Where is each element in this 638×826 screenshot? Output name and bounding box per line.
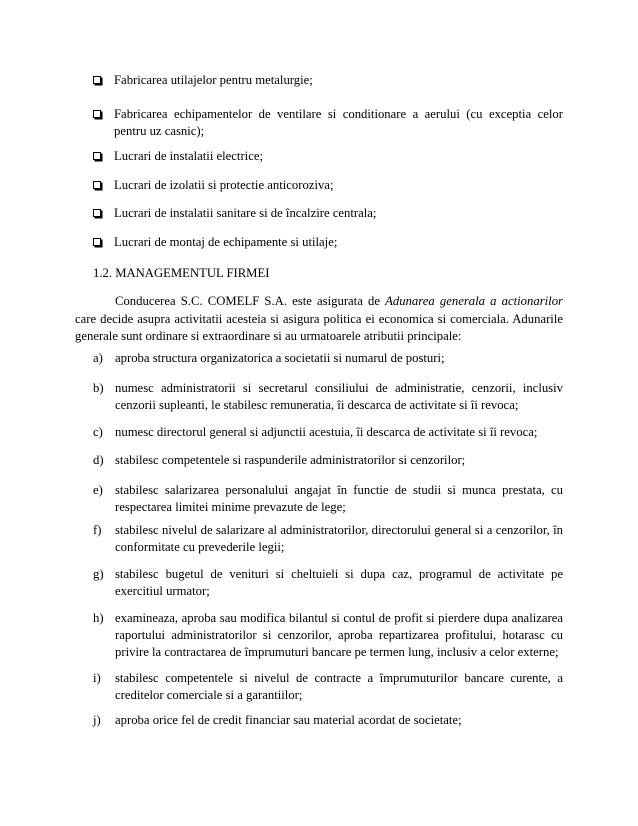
list-item xyxy=(93,380,563,414)
list-item xyxy=(93,72,563,89)
list-item xyxy=(93,452,563,469)
intro-paragraph xyxy=(75,293,563,346)
list-item xyxy=(93,522,563,556)
list-item xyxy=(93,205,563,222)
list-item xyxy=(93,106,563,140)
list-item-text: stabilesc nivelul de salarizare al administratorilor, directorului general si a cenzorilor, în conformitate cu prevederile legii; xyxy=(115,523,563,554)
section-heading: 1.2. MANAGEMENTUL FIRMEI xyxy=(93,266,270,280)
list-item-text: stabilesc salarizarea personalului angajat în functie de studii si munca prestata, cu respectarea limitei minime prevazute de lege; xyxy=(115,483,563,514)
intro-emphasis: Adunarea generala a actionarilor xyxy=(385,294,563,308)
list-item xyxy=(93,424,563,441)
list-item-text: Lucrari de montaj de echipamente si utilaje; xyxy=(114,235,338,249)
list-item-text: stabilesc competentele si raspunderile administratorilor si cenzorilor; xyxy=(115,453,466,467)
list-item xyxy=(93,148,563,165)
list-item-text: numesc administratorii si secretarul consiliului de administratie, cenzorii, inclusiv cenzorii supleanti, le stabilesc remuneratia, îi descarca de activitate si îi revoca; xyxy=(115,381,563,412)
square-bullet-icon xyxy=(93,238,101,246)
list-item xyxy=(93,234,563,251)
list-item-text: Lucrari de instalatii electrice; xyxy=(114,149,263,163)
square-bullet-icon xyxy=(93,76,101,84)
square-bullet-icon xyxy=(93,110,101,118)
list-item-text: examineaza, aproba sau modifica bilantul si contul de profit si pierdere dupa analizarea raportului administratorilor si cenzorilor, aproba repartizarea profitului, hotarasc cu privire la contractarea de împrumuturi bancare pe termen lung, inclusiv a celor externe; xyxy=(115,611,563,659)
list-item xyxy=(93,610,563,661)
list-item-text: stabilesc bugetul de venituri si cheltuieli si dupa caz, programul de activitate pe exercitiul urmator; xyxy=(115,567,563,598)
list-item-text: Lucrari de instalatii sanitare si de încalzire centrala; xyxy=(114,206,377,220)
list-item-text: stabilesc competentele si nivelul de contracte a împrumuturilor bancare curente, a creditelor comerciale si a garantiilor; xyxy=(115,671,563,702)
list-item-label: h) xyxy=(93,611,104,625)
list-item-label: g) xyxy=(93,567,104,581)
list-item-text: aproba structura organizatorica a societatii si numarul de posturi; xyxy=(115,351,445,365)
list-item-label: d) xyxy=(93,453,104,467)
intro-text-continued: care decide asupra activitatii acesteia si asigura politica ei economica si comerciala. Adunarile generale sunt ordinare si extraordinare si au urmatoarele atributii principale: xyxy=(75,311,563,343)
intro-text: Conducerea S.C. COMELF S.A. este asigurata de xyxy=(115,294,386,308)
list-item xyxy=(93,482,563,516)
list-item-text: Lucrari de izolatii si protectie anticoroziva; xyxy=(114,178,334,192)
list-item-label: a) xyxy=(93,351,103,365)
list-item-label: b) xyxy=(93,381,104,395)
list-item-text: Fabricarea utilajelor pentru metalurgie; xyxy=(114,73,313,87)
list-item-label: i) xyxy=(93,671,101,685)
square-bullet-icon xyxy=(93,152,101,160)
list-item-text: aproba orice fel de credit financiar sau material acordat de societate; xyxy=(115,713,462,727)
list-item-label: j) xyxy=(93,713,101,727)
list-item xyxy=(93,177,563,194)
list-item xyxy=(93,566,563,600)
list-item xyxy=(93,670,563,704)
list-item-label: e) xyxy=(93,483,103,497)
list-item-label: f) xyxy=(93,523,102,537)
square-bullet-icon xyxy=(93,209,101,217)
list-item-text: Fabricarea echipamentelor de ventilare si conditionare a aerului (cu exceptia celor pentru uz casnic); xyxy=(114,107,563,138)
square-bullet-icon xyxy=(93,181,101,189)
list-item xyxy=(93,712,563,729)
list-item-text: numesc directorul general si adjunctii acestuia, îi descarca de activitate si îi revoca; xyxy=(115,425,538,439)
list-item-label: c) xyxy=(93,425,103,439)
list-item xyxy=(93,350,563,367)
